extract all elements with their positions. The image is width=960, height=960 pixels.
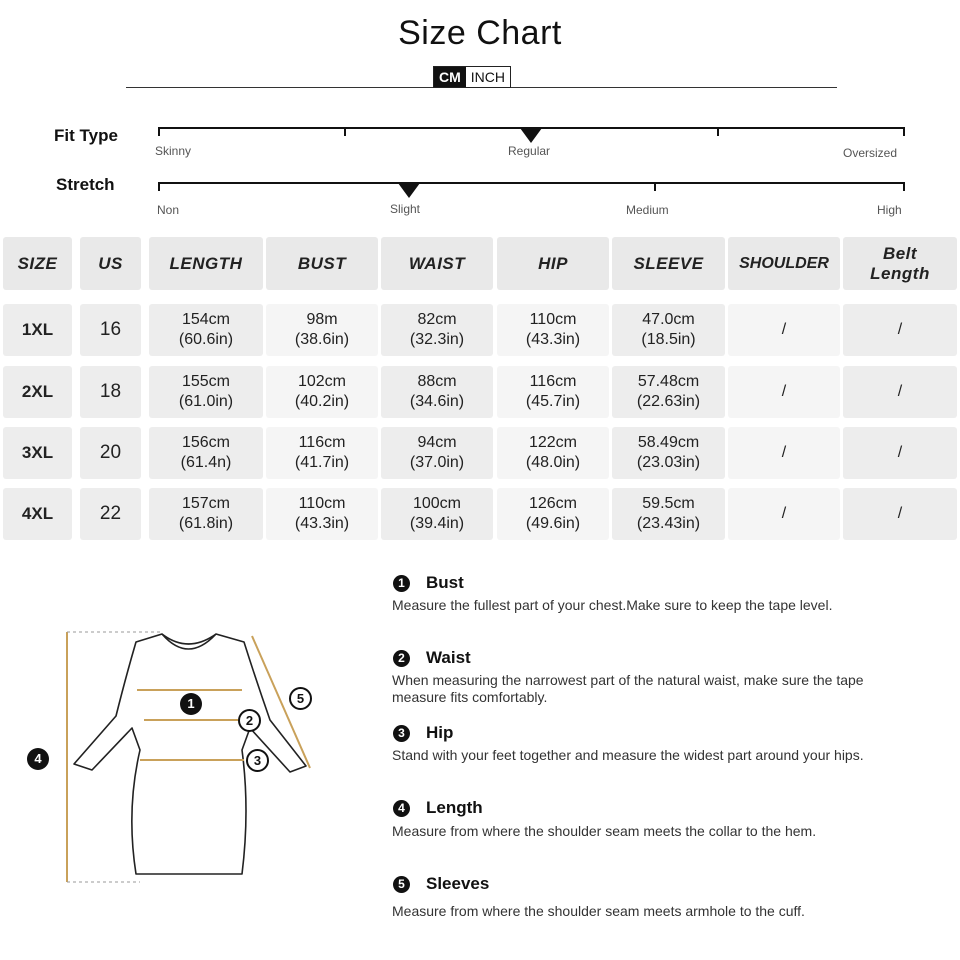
measure-bust-title: [393, 573, 464, 593]
number-badge: 5: [393, 876, 410, 893]
figure-badge-waist: 2: [238, 709, 261, 732]
cell-belt-value: /: [897, 505, 903, 522]
cell-hip-cm: 116cm: [529, 373, 577, 390]
cell-shoulder: [728, 427, 840, 479]
header-belt-line2: Length: [870, 263, 930, 283]
fit-tick: [903, 127, 905, 136]
cell-belt: [843, 304, 957, 356]
measure-length-title: [393, 798, 483, 818]
cell-shoulder: [728, 366, 840, 418]
cell-sleeve-in: (22.63in): [636, 393, 701, 410]
measure-hip-label: Hip: [426, 723, 454, 742]
stretch-scale: [158, 182, 905, 184]
fit-option-regular: Regular: [508, 144, 551, 158]
header-belt-length: [843, 237, 957, 290]
unit-cm-button[interactable]: CM: [434, 67, 466, 87]
cell-length-in: (60.6in): [178, 331, 234, 348]
cell-sleeve-in: (23.43in): [636, 515, 701, 532]
cell-sleeve: [612, 304, 725, 356]
measure-hip-text: Stand with your feet together and measure the widest part around your hips.: [392, 747, 864, 763]
cell-us-value: 22: [99, 503, 122, 524]
measure-hip-title: [393, 723, 453, 743]
fit-tick: [344, 127, 346, 136]
cell-hip-in: (49.6in): [525, 515, 581, 532]
measure-waist-text: When measuring the narrowest part of the natural waist, make sure the tape measure fits comfortably.: [392, 672, 864, 705]
cell-bust: [266, 427, 378, 479]
fit-tick: [158, 127, 160, 136]
cell-bust-cm: 98m: [306, 311, 338, 328]
cell-sleeve-cm: 59.5cm: [642, 495, 695, 512]
cell-sleeve: [612, 427, 725, 479]
cell-bust: [266, 366, 378, 418]
cell-bust-in: (40.2in): [294, 393, 350, 410]
cell-waist: [381, 427, 493, 479]
header-length: LENGTH: [149, 237, 263, 290]
cell-us-value: 16: [99, 319, 122, 340]
cell-waist-cm: 88cm: [417, 373, 457, 390]
stretch-tick: [654, 182, 656, 191]
cell-sleeve-in: (18.5in): [641, 331, 696, 348]
cell-waist-cm: 100cm: [412, 495, 462, 512]
cell-bust-cm: 116cm: [298, 434, 346, 451]
cell-waist-in: (32.3in): [409, 331, 465, 348]
cell-hip: [497, 304, 609, 356]
number-badge: 4: [393, 800, 410, 817]
cell-waist-cm: 82cm: [417, 311, 457, 328]
fit-option-oversized: Oversized: [843, 146, 898, 160]
cell-us: [80, 488, 141, 540]
measure-bust-label: Bust: [426, 573, 464, 592]
cell-length-in: (61.0in): [178, 393, 234, 410]
cell-length: [149, 427, 263, 479]
cell-size: [3, 366, 72, 418]
cell-length: [149, 304, 263, 356]
cell-belt: [843, 427, 957, 479]
number-badge: 3: [393, 725, 410, 742]
header-belt-line1: Belt: [882, 243, 918, 263]
cell-belt-value: /: [897, 383, 903, 400]
measure-sleeves-label: Sleeves: [426, 874, 490, 893]
cell-us-value: 18: [99, 381, 122, 402]
figure-badge-length: 4: [27, 748, 49, 770]
cell-sleeve-cm: 58.49cm: [637, 434, 700, 451]
cell-size-value: 3XL: [21, 443, 54, 462]
cell-belt: [843, 366, 957, 418]
measure-length-label: Length: [426, 798, 483, 817]
cell-hip: [497, 366, 609, 418]
unit-inch-button[interactable]: INCH: [466, 67, 510, 87]
cell-hip-in: (45.7in): [525, 393, 581, 410]
stretch-option-high: High: [877, 203, 902, 217]
cell-length: [149, 366, 263, 418]
cell-us-value: 20: [99, 442, 122, 463]
cell-shoulder: [728, 304, 840, 356]
cell-shoulder-value: /: [781, 444, 787, 461]
header-hip: HIP: [497, 237, 609, 290]
dress-figure: [20, 620, 350, 900]
cell-waist: [381, 488, 493, 540]
stretch-selected-marker: [398, 183, 420, 198]
cell-us: [80, 304, 141, 356]
cell-belt: [843, 488, 957, 540]
cell-hip-cm: 122cm: [528, 434, 578, 451]
figure-badge-bust: 1: [180, 693, 202, 715]
cell-length: [149, 488, 263, 540]
cell-hip-in: (48.0in): [525, 454, 581, 471]
cell-sleeve-cm: 47.0cm: [642, 311, 695, 328]
cell-length-cm: 155cm: [181, 373, 231, 390]
fit-type-label: Fit Type: [54, 126, 118, 145]
fit-option-skinny: Skinny: [155, 144, 192, 158]
cell-belt-value: /: [897, 321, 903, 338]
cell-shoulder-value: /: [781, 505, 787, 522]
stretch-label: Stretch: [56, 175, 115, 194]
cell-size: [3, 427, 72, 479]
cell-us: [80, 427, 141, 479]
cell-waist: [381, 366, 493, 418]
cell-sleeve: [612, 366, 725, 418]
unit-toggle[interactable]: [433, 66, 511, 88]
figure-badge-sleeve: 5: [289, 687, 312, 710]
header-bust: BUST: [266, 237, 378, 290]
cell-bust-in: (43.3in): [294, 515, 350, 532]
cell-size-value: 2XL: [21, 382, 54, 401]
cell-waist-in: (39.4in): [409, 515, 465, 532]
cell-shoulder-value: /: [781, 321, 787, 338]
stretch-tick: [158, 182, 160, 191]
header-waist: WAIST: [381, 237, 493, 290]
header-shoulder: SHOULDER: [728, 237, 840, 290]
number-badge: 1: [393, 575, 410, 592]
measure-sleeves-text: Measure from where the shoulder seam meets armhole to the cuff.: [392, 903, 805, 919]
cell-us: [80, 366, 141, 418]
cell-belt-value: /: [897, 444, 903, 461]
cell-size: [3, 304, 72, 356]
cell-sleeve: [612, 488, 725, 540]
cell-shoulder: [728, 488, 840, 540]
page-title: Size Chart: [398, 14, 562, 52]
cell-bust: [266, 304, 378, 356]
stretch-option-non: Non: [157, 203, 180, 217]
cell-waist-cm: 94cm: [417, 434, 457, 451]
cell-bust-cm: 102cm: [297, 373, 347, 390]
cell-sleeve-in: (23.03in): [636, 454, 701, 471]
measure-waist-label: Waist: [426, 648, 471, 667]
measure-bust-text: Measure the fullest part of your chest.Make sure to keep the tape level.: [392, 597, 833, 613]
cell-size-value: 4XL: [21, 504, 54, 523]
stretch-option-slight: Slight: [390, 202, 421, 216]
stretch-option-medium: Medium: [626, 203, 669, 217]
measure-waist-title: [393, 648, 471, 668]
cell-size-value: 1XL: [21, 320, 54, 339]
cell-hip: [497, 488, 609, 540]
fit-tick: [717, 127, 719, 136]
header-us: US: [80, 237, 141, 290]
cell-bust-in: (41.7in): [294, 454, 350, 471]
cell-length-cm: 157cm: [181, 495, 231, 512]
cell-length-cm: 156cm: [181, 434, 230, 451]
measure-length-text: Measure from where the shoulder seam meets the collar to the hem.: [392, 823, 817, 839]
cell-bust-cm: 110cm: [298, 495, 346, 512]
cell-waist-in: (34.6in): [409, 393, 465, 410]
cell-length-in: (61.4n): [180, 454, 232, 471]
stretch-tick: [903, 182, 905, 191]
header-sleeve: SLEEVE: [612, 237, 725, 290]
measure-sleeves-title: [393, 874, 489, 894]
fit-selected-marker: [520, 128, 542, 143]
cell-shoulder-value: /: [781, 383, 787, 400]
cell-size: [3, 488, 72, 540]
cell-sleeve-cm: 57.48cm: [637, 373, 700, 390]
cell-hip-cm: 126cm: [528, 495, 578, 512]
cell-hip-cm: 110cm: [529, 311, 577, 328]
cell-hip-in: (43.3in): [525, 331, 581, 348]
cell-length-cm: 154cm: [181, 311, 231, 328]
cell-hip: [497, 427, 609, 479]
header-size: SIZE: [3, 237, 72, 290]
cell-bust-in: (38.6in): [294, 331, 350, 348]
figure-badge-hip: 3: [246, 749, 269, 772]
cell-length-in: (61.8in): [178, 515, 234, 532]
number-badge: 2: [393, 650, 410, 667]
cell-waist-in: (37.0in): [409, 454, 465, 471]
cell-bust: [266, 488, 378, 540]
cell-waist: [381, 304, 493, 356]
